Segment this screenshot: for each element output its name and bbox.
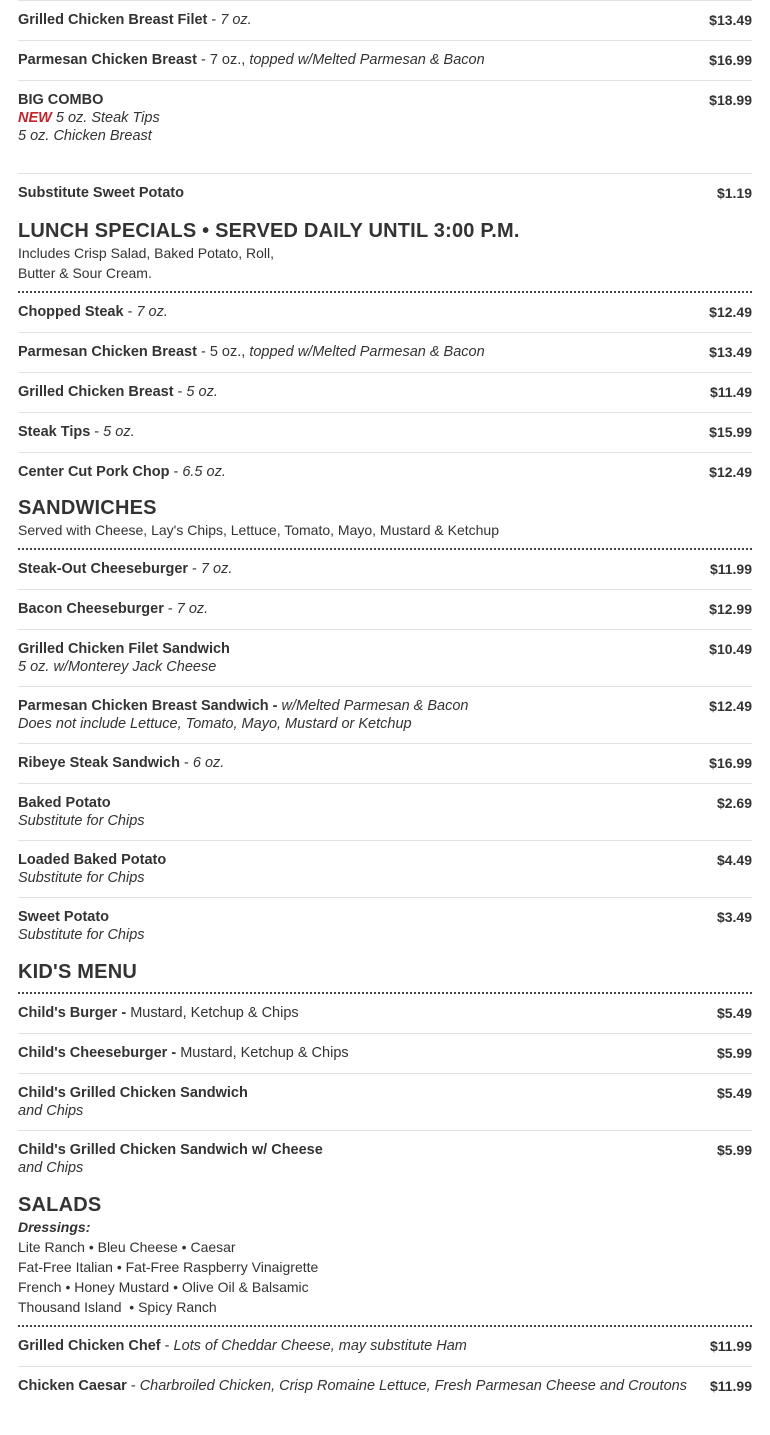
item-name: Grilled Chicken Breast Filet: [18, 12, 208, 28]
menu-item: Grilled Chicken Chef - Lots of Cheddar Cheese, may substitute Ham $11.99: [18, 1327, 752, 1367]
item-price: $13.49: [709, 344, 752, 360]
item-price: $18.99: [709, 92, 752, 108]
item-name: BIG COMBO: [18, 92, 104, 108]
item-price: $4.49: [716, 852, 752, 868]
item-price: $12.99: [709, 601, 752, 617]
menu-item: Parmesan Chicken Breast Sandwich - w/Melted Parmesan & Bacon Does not include Lettuce, Tomato, Mayo, Mustard or Ketchup $12.49: [18, 687, 752, 744]
item-price: $5.49: [716, 1005, 752, 1021]
item-price: $5.99: [716, 1045, 752, 1061]
menu-item: Bacon Cheeseburger - 7 oz. $12.99: [18, 590, 752, 630]
menu-item: Chopped Steak - 7 oz. $12.49: [18, 293, 752, 333]
item-price: $5.99: [716, 1142, 752, 1158]
item-detail: topped w/Melted Parmesan & Bacon: [249, 52, 485, 68]
item-price: $12.49: [709, 304, 752, 320]
item-price: $16.99: [709, 755, 752, 771]
item-price: $5.49: [716, 1085, 752, 1101]
section-title: SANDWICHES: [18, 497, 157, 519]
item-price: $11.99: [709, 1338, 752, 1354]
item-detail: 7 oz.: [220, 12, 252, 28]
item-price: $11.49: [709, 384, 752, 400]
menu-item-big-combo: BIG COMBO NEW 5 oz. Steak Tips 5 oz. Chicken Breast $18.99: [18, 81, 752, 174]
salads-header: [18, 1193, 752, 1317]
menu-item: [18, 174, 752, 213]
menu-item: Child's Grilled Chicken Sandwich and Chips $5.49: [18, 1074, 752, 1131]
dressing-line: Fat-Free Italian • Fat-Free Raspberry Vinaigrette: [18, 1259, 319, 1275]
menu-item: Center Cut Pork Chop - 6.5 oz. $12.49: [18, 464, 752, 480]
sandwiches-header: SANDWICHES Served with Cheese, Lay's Chips, Lettuce, Tomato, Mayo, Mustard & Ketchup: [18, 496, 752, 540]
section-title: LUNCH SPECIALS • SERVED DAILY UNTIL 3:00 P.M.: [18, 220, 520, 242]
menu-item: Baked Potato Substitute for Chips $2.69: [18, 784, 752, 841]
item-price: $11.99: [709, 561, 752, 577]
item-price: $16.99: [709, 52, 752, 68]
item-price: $2.69: [716, 795, 752, 811]
dressing-line: Lite Ranch • Bleu Cheese • Caesar: [18, 1239, 236, 1255]
menu-item: Child's Burger - Mustard, Ketchup & Chips $5.49: [18, 994, 752, 1034]
dressings-label: Dressings:: [18, 1219, 91, 1235]
menu-item: Ribeye Steak Sandwich - 6 oz. $16.99: [18, 744, 752, 784]
dressing-line: Thousand Island • Spicy Ranch: [18, 1299, 217, 1315]
menu-item: Grilled Chicken Breast Filet - 7 oz. $13.49: [18, 1, 752, 41]
item-name: Substitute Sweet Potato: [18, 185, 184, 201]
lunch-specials-header: LUNCH SPECIALS • SERVED DAILY UNTIL 3:00 P.M. Includes Crisp Salad, Baked Potato, Roll, Butter & Sour Cream.: [18, 219, 752, 283]
dressing-line: French • Honey Mustard • Olive Oil & Balsamic: [18, 1279, 309, 1295]
item-price: $1.19: [716, 185, 752, 201]
menu-item: Loaded Baked Potato Substitute for Chips $4.49: [18, 841, 752, 898]
item-price: $12.49: [709, 464, 752, 480]
item-price: $13.49: [709, 12, 752, 28]
menu-item: Steak Tips - 5 oz. $15.99: [18, 413, 752, 453]
menu-item: Steak-Out Cheeseburger - 7 oz. $11.99: [18, 550, 752, 590]
section-title: KID'S MENU: [18, 961, 137, 983]
item-price: $15.99: [709, 424, 752, 440]
kids-menu-header: [18, 960, 752, 984]
item-name: Parmesan Chicken Breast: [18, 52, 197, 68]
menu-item: Chicken Caesar - Charbroiled Chicken, Crisp Romaine Lettuce, Fresh Parmesan Cheese and Croutons $11.99: [18, 1378, 752, 1394]
menu-item: Grilled Chicken Breast - 5 oz. $11.49: [18, 373, 752, 413]
item-price: $3.49: [716, 909, 752, 925]
item-price: $12.49: [709, 698, 752, 714]
new-badge: NEW: [18, 110, 52, 126]
menu-item: Sweet Potato Substitute for Chips $3.49: [18, 909, 752, 943]
item-price: $11.99: [709, 1378, 752, 1394]
menu-item: Grilled Chicken Filet Sandwich 5 oz. w/Monterey Jack Cheese $10.49: [18, 630, 752, 687]
section-title: SALADS: [18, 1194, 102, 1216]
item-price: $10.49: [709, 641, 752, 657]
menu-item: Child's Grilled Chicken Sandwich w/ Cheese and Chips $5.99: [18, 1142, 752, 1176]
menu-item: Child's Cheeseburger - Mustard, Ketchup & Chips $5.99: [18, 1034, 752, 1074]
menu-item: Parmesan Chicken Breast - 7 oz., topped w/Melted Parmesan & Bacon $16.99: [18, 41, 752, 81]
menu-page: [18, 0, 752, 1406]
menu-item: Parmesan Chicken Breast - 5 oz., topped w/Melted Parmesan & Bacon $13.49: [18, 333, 752, 373]
